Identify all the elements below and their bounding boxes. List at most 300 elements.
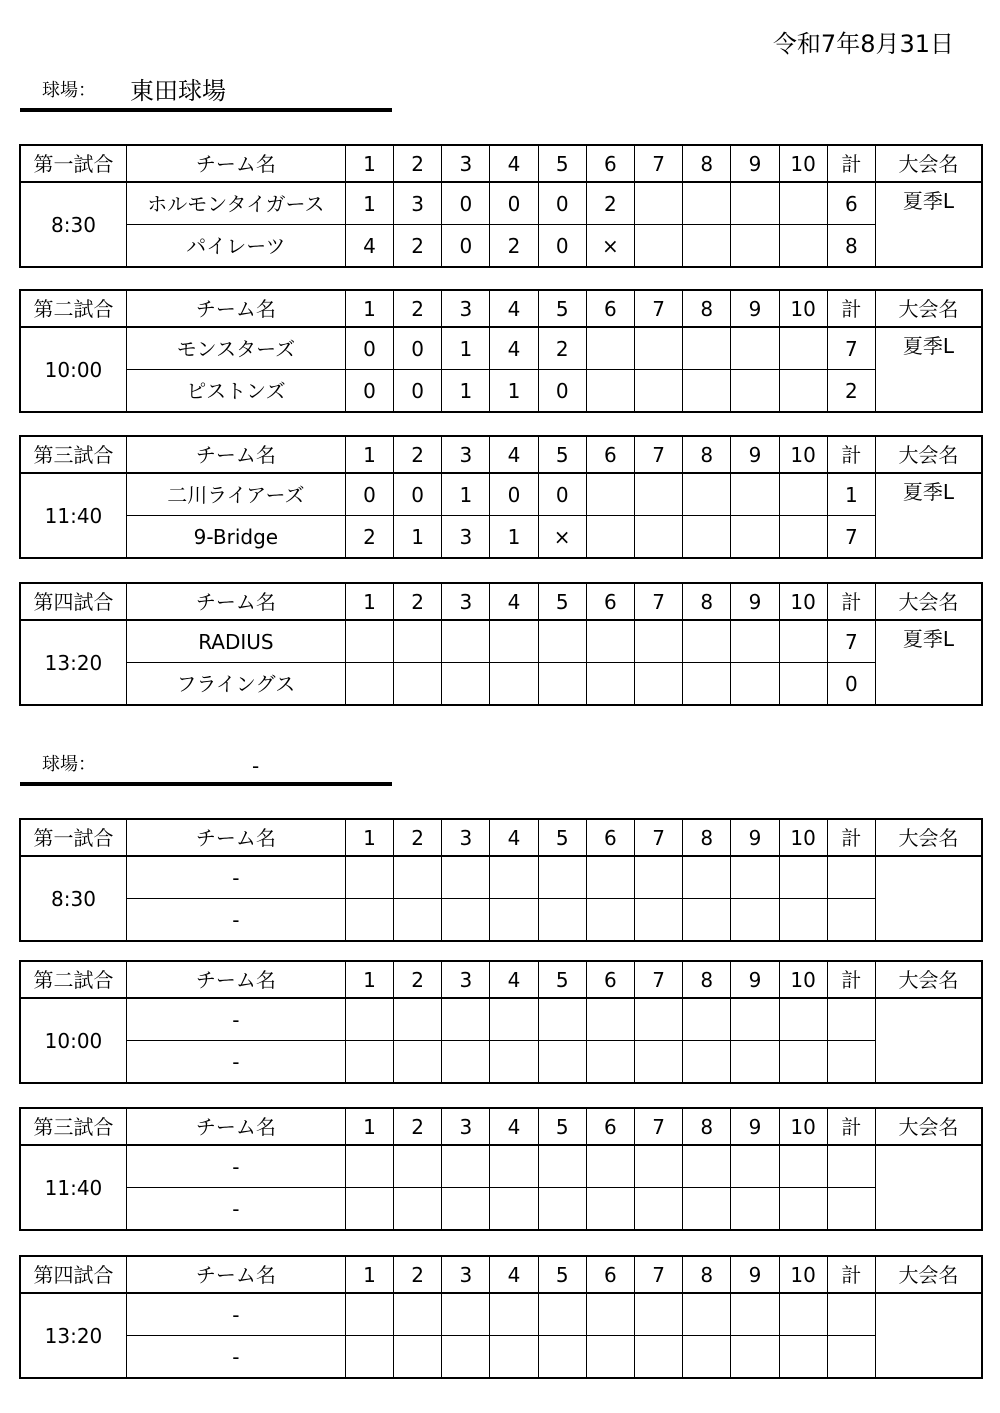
inning-header: 4 [490, 145, 538, 182]
inning-score: 0 [345, 473, 393, 516]
inning-score [490, 998, 538, 1041]
inning-header: 1 [345, 145, 393, 182]
header-row [20, 1108, 982, 1145]
game-table [19, 289, 983, 413]
total-score: 6 [827, 182, 875, 225]
inning-header: 9 [731, 1256, 779, 1293]
inning-header: 6 [586, 290, 634, 327]
inning-header: 4 [490, 961, 538, 998]
team-column-header: チーム名 [126, 1256, 345, 1293]
total-score [827, 1293, 875, 1336]
inning-header: 1 [345, 290, 393, 327]
inning-score [442, 899, 490, 942]
inning-header: 5 [538, 290, 586, 327]
inning-score [634, 225, 682, 268]
inning-header: 5 [538, 961, 586, 998]
inning-score [345, 1145, 393, 1188]
inning-score: 0 [394, 370, 442, 413]
inning-score [490, 899, 538, 942]
total-score [827, 1336, 875, 1379]
team-name: - [126, 998, 345, 1041]
inning-score [731, 225, 779, 268]
inning-score [779, 327, 827, 370]
inning-header: 7 [634, 436, 682, 473]
inning-score [490, 856, 538, 899]
inning-score: 1 [490, 516, 538, 559]
team-row [20, 899, 982, 942]
inning-score [394, 1188, 442, 1231]
game-title: 第二試合 [20, 961, 126, 998]
inning-score [538, 998, 586, 1041]
inning-header: 4 [490, 1256, 538, 1293]
inning-score [442, 998, 490, 1041]
inning-score: 4 [345, 225, 393, 268]
header-row [20, 436, 982, 473]
inning-score [586, 370, 634, 413]
venue-header-2 [20, 752, 392, 786]
total-header: 計 [827, 436, 875, 473]
inning-score [394, 620, 442, 663]
inning-score [490, 1145, 538, 1188]
team-name: - [126, 899, 345, 942]
game-time: 8:30 [20, 856, 126, 941]
inning-score [779, 370, 827, 413]
team-row [20, 516, 982, 559]
inning-score: 0 [345, 327, 393, 370]
inning-header: 5 [538, 819, 586, 856]
team-column-header: チーム名 [126, 1108, 345, 1145]
team-column-header: チーム名 [126, 145, 345, 182]
total-score: 7 [827, 516, 875, 559]
game-title: 第一試合 [20, 819, 126, 856]
inning-score [779, 182, 827, 225]
game-title: 第三試合 [20, 1108, 126, 1145]
venue-header-1 [20, 78, 392, 112]
inning-score [538, 856, 586, 899]
inning-score [490, 1293, 538, 1336]
inning-score: 0 [538, 370, 586, 413]
game-title: 第四試合 [20, 583, 126, 620]
inning-header: 8 [683, 583, 731, 620]
inning-score [345, 856, 393, 899]
inning-header: 9 [731, 145, 779, 182]
inning-header: 3 [442, 583, 490, 620]
inning-header: 7 [634, 819, 682, 856]
tournament-header: 大会名 [875, 1256, 982, 1293]
inning-score [538, 1041, 586, 1084]
inning-header: 2 [394, 1256, 442, 1293]
total-score: 7 [827, 327, 875, 370]
inning-score [731, 663, 779, 706]
inning-header: 1 [345, 819, 393, 856]
inning-score [779, 998, 827, 1041]
total-score [827, 1188, 875, 1231]
inning-score [779, 1293, 827, 1336]
team-name: ホルモンタイガース [126, 182, 345, 225]
inning-header: 4 [490, 583, 538, 620]
inning-score [731, 1041, 779, 1084]
team-row [20, 327, 982, 370]
venue-label: 球場： [42, 754, 96, 775]
inning-header: 6 [586, 1256, 634, 1293]
team-row [20, 856, 982, 899]
inning-header: 8 [683, 1108, 731, 1145]
inning-score [442, 1293, 490, 1336]
inning-score [683, 225, 731, 268]
inning-score: 2 [586, 182, 634, 225]
inning-score [586, 1293, 634, 1336]
inning-score [779, 899, 827, 942]
inning-score [538, 1336, 586, 1379]
inning-header: 6 [586, 583, 634, 620]
inning-header: 9 [731, 583, 779, 620]
tournament-header: 大会名 [875, 290, 982, 327]
team-name: モンスターズ [126, 327, 345, 370]
inning-score [683, 998, 731, 1041]
inning-score [586, 1336, 634, 1379]
team-column-header: チーム名 [126, 819, 345, 856]
tournament-header: 大会名 [875, 819, 982, 856]
inning-score [538, 663, 586, 706]
inning-score [731, 182, 779, 225]
inning-score [442, 1145, 490, 1188]
inning-score [731, 856, 779, 899]
team-name: パイレーツ [126, 225, 345, 268]
inning-score [731, 1293, 779, 1336]
inning-score: 1 [345, 182, 393, 225]
team-name: ピストンズ [126, 370, 345, 413]
inning-score [683, 327, 731, 370]
document-date: 令和7年8月31日 [772, 30, 954, 58]
team-row [20, 473, 982, 516]
team-name: 二川ライアーズ [126, 473, 345, 516]
inning-header: 6 [586, 436, 634, 473]
tournament-name [875, 1293, 982, 1378]
team-row [20, 1188, 982, 1231]
inning-score [490, 1188, 538, 1231]
inning-score [394, 1041, 442, 1084]
inning-header: 2 [394, 436, 442, 473]
inning-score: 2 [345, 516, 393, 559]
inning-score: 1 [442, 327, 490, 370]
inning-score [634, 1188, 682, 1231]
inning-score: 2 [490, 225, 538, 268]
inning-header: 2 [394, 290, 442, 327]
inning-score [538, 1293, 586, 1336]
inning-score [538, 1145, 586, 1188]
inning-header: 10 [779, 145, 827, 182]
inning-score [490, 1336, 538, 1379]
inning-header: 10 [779, 436, 827, 473]
team-row [20, 1145, 982, 1188]
inning-header: 6 [586, 145, 634, 182]
inning-score: 2 [538, 327, 586, 370]
inning-score [634, 663, 682, 706]
inning-score [345, 1041, 393, 1084]
tournament-name [875, 1145, 982, 1230]
inning-score [586, 1188, 634, 1231]
inning-header: 7 [634, 583, 682, 620]
inning-header: 5 [538, 583, 586, 620]
total-score: 0 [827, 663, 875, 706]
game-time: 10:00 [20, 327, 126, 412]
inning-score [394, 663, 442, 706]
inning-score [683, 1041, 731, 1084]
game-time: 10:00 [20, 998, 126, 1083]
inning-score [394, 1293, 442, 1336]
inning-header: 5 [538, 1256, 586, 1293]
inning-score: 1 [442, 473, 490, 516]
game-time: 13:20 [20, 1293, 126, 1378]
inning-header: 9 [731, 819, 779, 856]
inning-score: 1 [442, 370, 490, 413]
inning-score [634, 327, 682, 370]
inning-score [683, 620, 731, 663]
inning-header: 10 [779, 961, 827, 998]
inning-score: 3 [394, 182, 442, 225]
inning-score [634, 1293, 682, 1336]
inning-score [634, 899, 682, 942]
inning-score [779, 1336, 827, 1379]
inning-score [490, 620, 538, 663]
inning-header: 2 [394, 961, 442, 998]
inning-score: 0 [442, 225, 490, 268]
inning-score [634, 856, 682, 899]
inning-header: 2 [394, 819, 442, 856]
inning-score [442, 1188, 490, 1231]
inning-score [586, 1145, 634, 1188]
tournament-header: 大会名 [875, 1108, 982, 1145]
team-column-header: チーム名 [126, 583, 345, 620]
inning-score [731, 516, 779, 559]
inning-score [394, 856, 442, 899]
inning-score [731, 1188, 779, 1231]
tournament-name [875, 998, 982, 1083]
inning-header: 10 [779, 819, 827, 856]
inning-score [634, 516, 682, 559]
inning-score [634, 1145, 682, 1188]
inning-score [345, 1293, 393, 1336]
inning-score [731, 1336, 779, 1379]
header-row [20, 961, 982, 998]
inning-score [779, 620, 827, 663]
inning-header: 10 [779, 583, 827, 620]
venue-name: 東田球場 [130, 77, 226, 105]
inning-score: 0 [394, 327, 442, 370]
total-header: 計 [827, 145, 875, 182]
inning-score [345, 998, 393, 1041]
inning-score [731, 473, 779, 516]
inning-score [442, 856, 490, 899]
inning-score [586, 899, 634, 942]
total-header: 計 [827, 1256, 875, 1293]
total-score: 2 [827, 370, 875, 413]
inning-score [683, 182, 731, 225]
inning-header: 9 [731, 1108, 779, 1145]
team-row [20, 370, 982, 413]
header-row [20, 583, 982, 620]
inning-score [731, 620, 779, 663]
game-table [19, 960, 983, 1084]
tournament-name: 夏季L [875, 327, 982, 412]
inning-header: 8 [683, 961, 731, 998]
inning-score: 1 [490, 370, 538, 413]
inning-score [683, 856, 731, 899]
inning-score [538, 899, 586, 942]
team-name: - [126, 856, 345, 899]
inning-score: 0 [490, 182, 538, 225]
team-row [20, 620, 982, 663]
total-header: 計 [827, 1108, 875, 1145]
inning-score [394, 1145, 442, 1188]
inning-score [779, 225, 827, 268]
inning-header: 9 [731, 961, 779, 998]
inning-score [634, 182, 682, 225]
inning-score [779, 663, 827, 706]
inning-score [634, 998, 682, 1041]
game-table [19, 435, 983, 559]
inning-header: 3 [442, 290, 490, 327]
inning-score [490, 1041, 538, 1084]
inning-header: 9 [731, 436, 779, 473]
inning-header: 7 [634, 1108, 682, 1145]
inning-score [779, 856, 827, 899]
game-title: 第四試合 [20, 1256, 126, 1293]
total-header: 計 [827, 819, 875, 856]
inning-header: 4 [490, 1108, 538, 1145]
inning-header: 8 [683, 145, 731, 182]
inning-header: 10 [779, 1256, 827, 1293]
inning-score [442, 663, 490, 706]
inning-header: 4 [490, 290, 538, 327]
inning-score: × [538, 516, 586, 559]
team-column-header: チーム名 [126, 961, 345, 998]
inning-score [345, 899, 393, 942]
inning-score [586, 856, 634, 899]
inning-header: 3 [442, 1108, 490, 1145]
total-score: 1 [827, 473, 875, 516]
inning-score [586, 327, 634, 370]
team-name: - [126, 1336, 345, 1379]
inning-header: 1 [345, 1108, 393, 1145]
inning-score: 2 [394, 225, 442, 268]
inning-header: 3 [442, 436, 490, 473]
inning-score [634, 1041, 682, 1084]
team-row [20, 663, 982, 706]
inning-header: 7 [634, 1256, 682, 1293]
inning-score: 0 [394, 473, 442, 516]
inning-score [394, 1336, 442, 1379]
header-row [20, 819, 982, 856]
inning-score [683, 1293, 731, 1336]
inning-header: 10 [779, 1108, 827, 1145]
inning-header: 3 [442, 145, 490, 182]
inning-header: 8 [683, 1256, 731, 1293]
inning-header: 1 [345, 961, 393, 998]
inning-header: 3 [442, 1256, 490, 1293]
inning-score [442, 620, 490, 663]
tournament-header: 大会名 [875, 145, 982, 182]
game-title: 第三試合 [20, 436, 126, 473]
team-name: - [126, 1188, 345, 1231]
inning-score: 0 [538, 473, 586, 516]
inning-header: 6 [586, 1108, 634, 1145]
header-row [20, 290, 982, 327]
inning-score [586, 998, 634, 1041]
inning-score [586, 473, 634, 516]
game-table [19, 1107, 983, 1231]
team-name: RADIUS [126, 620, 345, 663]
venue-label: 球場： [42, 80, 96, 101]
total-header: 計 [827, 583, 875, 620]
team-name: - [126, 1145, 345, 1188]
tournament-header: 大会名 [875, 436, 982, 473]
inning-score [345, 1188, 393, 1231]
inning-score [731, 370, 779, 413]
inning-score [394, 899, 442, 942]
inning-score [683, 1336, 731, 1379]
inning-score [683, 663, 731, 706]
inning-score: 1 [394, 516, 442, 559]
game-time: 11:40 [20, 1145, 126, 1230]
game-time: 13:20 [20, 620, 126, 705]
inning-score [394, 998, 442, 1041]
inning-header: 3 [442, 961, 490, 998]
inning-header: 1 [345, 583, 393, 620]
inning-score: × [586, 225, 634, 268]
team-row [20, 182, 982, 225]
total-score [827, 1145, 875, 1188]
inning-score [779, 1041, 827, 1084]
inning-score [683, 1188, 731, 1231]
inning-score: 0 [345, 370, 393, 413]
inning-header: 6 [586, 961, 634, 998]
team-row [20, 225, 982, 268]
inning-header: 3 [442, 819, 490, 856]
team-row [20, 1293, 982, 1336]
inning-score [442, 1041, 490, 1084]
header-row [20, 145, 982, 182]
inning-header: 5 [538, 436, 586, 473]
inning-score [779, 473, 827, 516]
inning-header: 2 [394, 583, 442, 620]
inning-header: 4 [490, 819, 538, 856]
total-score: 7 [827, 620, 875, 663]
inning-header: 6 [586, 819, 634, 856]
inning-score [634, 1336, 682, 1379]
inning-header: 9 [731, 290, 779, 327]
inning-score [731, 1145, 779, 1188]
inning-score [634, 473, 682, 516]
inning-score [683, 899, 731, 942]
inning-score [586, 516, 634, 559]
inning-score [586, 1041, 634, 1084]
inning-score [490, 663, 538, 706]
game-table [19, 582, 983, 706]
inning-header: 1 [345, 436, 393, 473]
venue-name: - [252, 754, 260, 778]
team-row [20, 1041, 982, 1084]
inning-header: 8 [683, 290, 731, 327]
inning-header: 8 [683, 819, 731, 856]
inning-score: 4 [490, 327, 538, 370]
total-score [827, 998, 875, 1041]
inning-score: 0 [538, 182, 586, 225]
inning-score [779, 516, 827, 559]
inning-score [683, 473, 731, 516]
inning-score [345, 663, 393, 706]
game-time: 11:40 [20, 473, 126, 558]
